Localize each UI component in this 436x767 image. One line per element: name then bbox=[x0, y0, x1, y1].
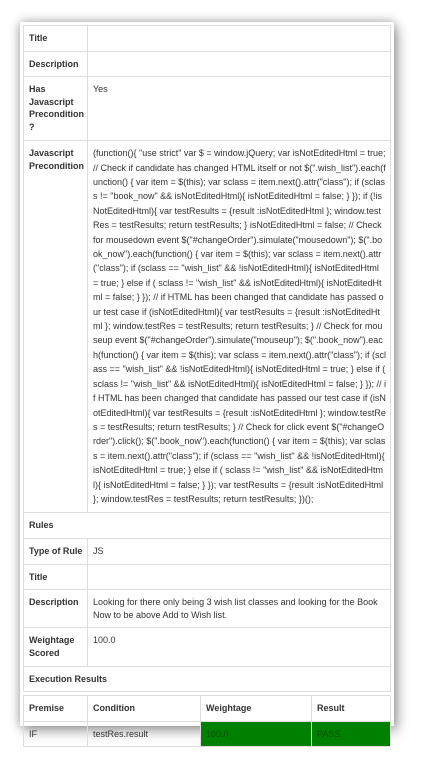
result-header: Result bbox=[312, 696, 391, 722]
description-row bbox=[24, 51, 391, 77]
condition-header: Condition bbox=[88, 696, 201, 722]
premise-cell: IF bbox=[24, 721, 88, 747]
description-label: Description bbox=[24, 51, 88, 77]
execution-result-row bbox=[24, 721, 391, 747]
title-label: Title bbox=[24, 26, 88, 52]
rule-type-row bbox=[24, 538, 391, 564]
title-value bbox=[88, 26, 391, 52]
description-value bbox=[88, 51, 391, 77]
result-cell: PASS bbox=[312, 721, 391, 747]
rule-description-label: Description bbox=[24, 590, 88, 628]
execution-results-table bbox=[23, 695, 391, 747]
premise-header: Premise bbox=[24, 696, 88, 722]
has-js-precondition-row bbox=[24, 77, 391, 141]
rules-heading-row bbox=[24, 513, 391, 539]
rule-description-value: Looking for there only being 3 wish list classes and looking for the Book Now to be above Add to Wish list. bbox=[88, 590, 391, 628]
condition-cell: testRes.result bbox=[88, 721, 201, 747]
js-precondition-code: (function(){ "use strict" var $ = window.jQuery; var isNotEditedHtml = true; // Check if candidate has changed HTML itself or not $(".wish_list").each(function() { var item = $(this); var sclass = item.next().attr("class"); if (sclass != "book_now" && isNotEditedHtml){ isNotEditedHtml = false; } }); if (!isNotEditedHtml){ var testResults = {result :isNotEditedHtml }; window.testRes = testResults; return testResults; } isNotEditedHtml = false; // Check for mousedown event $("#changeOrder").simulate("mousedown"); $(".book_now").each(function() { var item = $(this); var sclass = item.next().attr("class"); if (sclass == "wish_list" && !isNotEditedHtml){ isNotEditedHtml = true; } else if ( sclass != "wish_list" && isNotEditedHtml){ isNotEditedHtml = false; } }); // if HTML has been changed that candidate has passed our test case if (isNotEditedHtml){ var testResults = {result :isNotEditedHtml }; window.testRes = testResults; return testResults; } // Check for mouseup event $("#changeOrder").simulate("mouseup"); $(".book_now").each(function() { var item = $(this); var sclass = item.next().attr("class"); if (sclass == "wish_list" && !isNotEditedHtml){ isNotEditedHtml = true; } else if ( sclass != "wish_list" && isNotEditedHtml){ isNotEditedHtml = false; } }); // if HTML has been changed that candidate has passed our test case if (isNotEditedHtml){ var testResults = {result :isNotEditedHtml }; window.testRes = testResults; return testResults; } // Check for click event $("#changeOrder").click(); $(".book_now").each(function() { var item = $(this); var sclass = item.next().attr("class"); if (sclass == "wish_list" && !isNotEditedHtml){ isNotEditedHtml = true; } else if ( sclass != "wish_list" && isNotEditedHtml){ isNotEditedHtml = false; } }); var testResults = {result :isNotEditedHtml }; window.testRes = testResults; return testResults; })(); bbox=[88, 141, 391, 513]
rule-type-value: JS bbox=[88, 538, 391, 564]
js-precondition-label: Javascript Precondition bbox=[24, 141, 88, 513]
rule-type-label: Type of Rule bbox=[24, 538, 88, 564]
test-details-card bbox=[20, 22, 394, 739]
has-js-precondition-label: Has Javascript Precondition ? bbox=[24, 77, 88, 141]
weightage-value: 100.0 bbox=[88, 628, 391, 666]
rule-title-row bbox=[24, 564, 391, 590]
title-row bbox=[24, 26, 391, 52]
rule-title-label: Title bbox=[24, 564, 88, 590]
execution-header-row bbox=[24, 696, 391, 722]
weightage-label: Weightage Scored bbox=[24, 628, 88, 666]
weightage-header: Weightage bbox=[201, 696, 312, 722]
rule-title-value bbox=[88, 564, 391, 590]
weightage-cell: 100.0 bbox=[201, 721, 312, 747]
rules-heading: Rules bbox=[24, 513, 391, 539]
details-table bbox=[23, 25, 391, 692]
execution-heading-row bbox=[24, 666, 391, 692]
has-js-precondition-value: Yes bbox=[88, 77, 391, 141]
rule-description-row bbox=[24, 590, 391, 628]
js-precondition-row bbox=[24, 141, 391, 513]
execution-heading: Execution Results bbox=[24, 666, 391, 692]
weightage-row bbox=[24, 628, 391, 666]
